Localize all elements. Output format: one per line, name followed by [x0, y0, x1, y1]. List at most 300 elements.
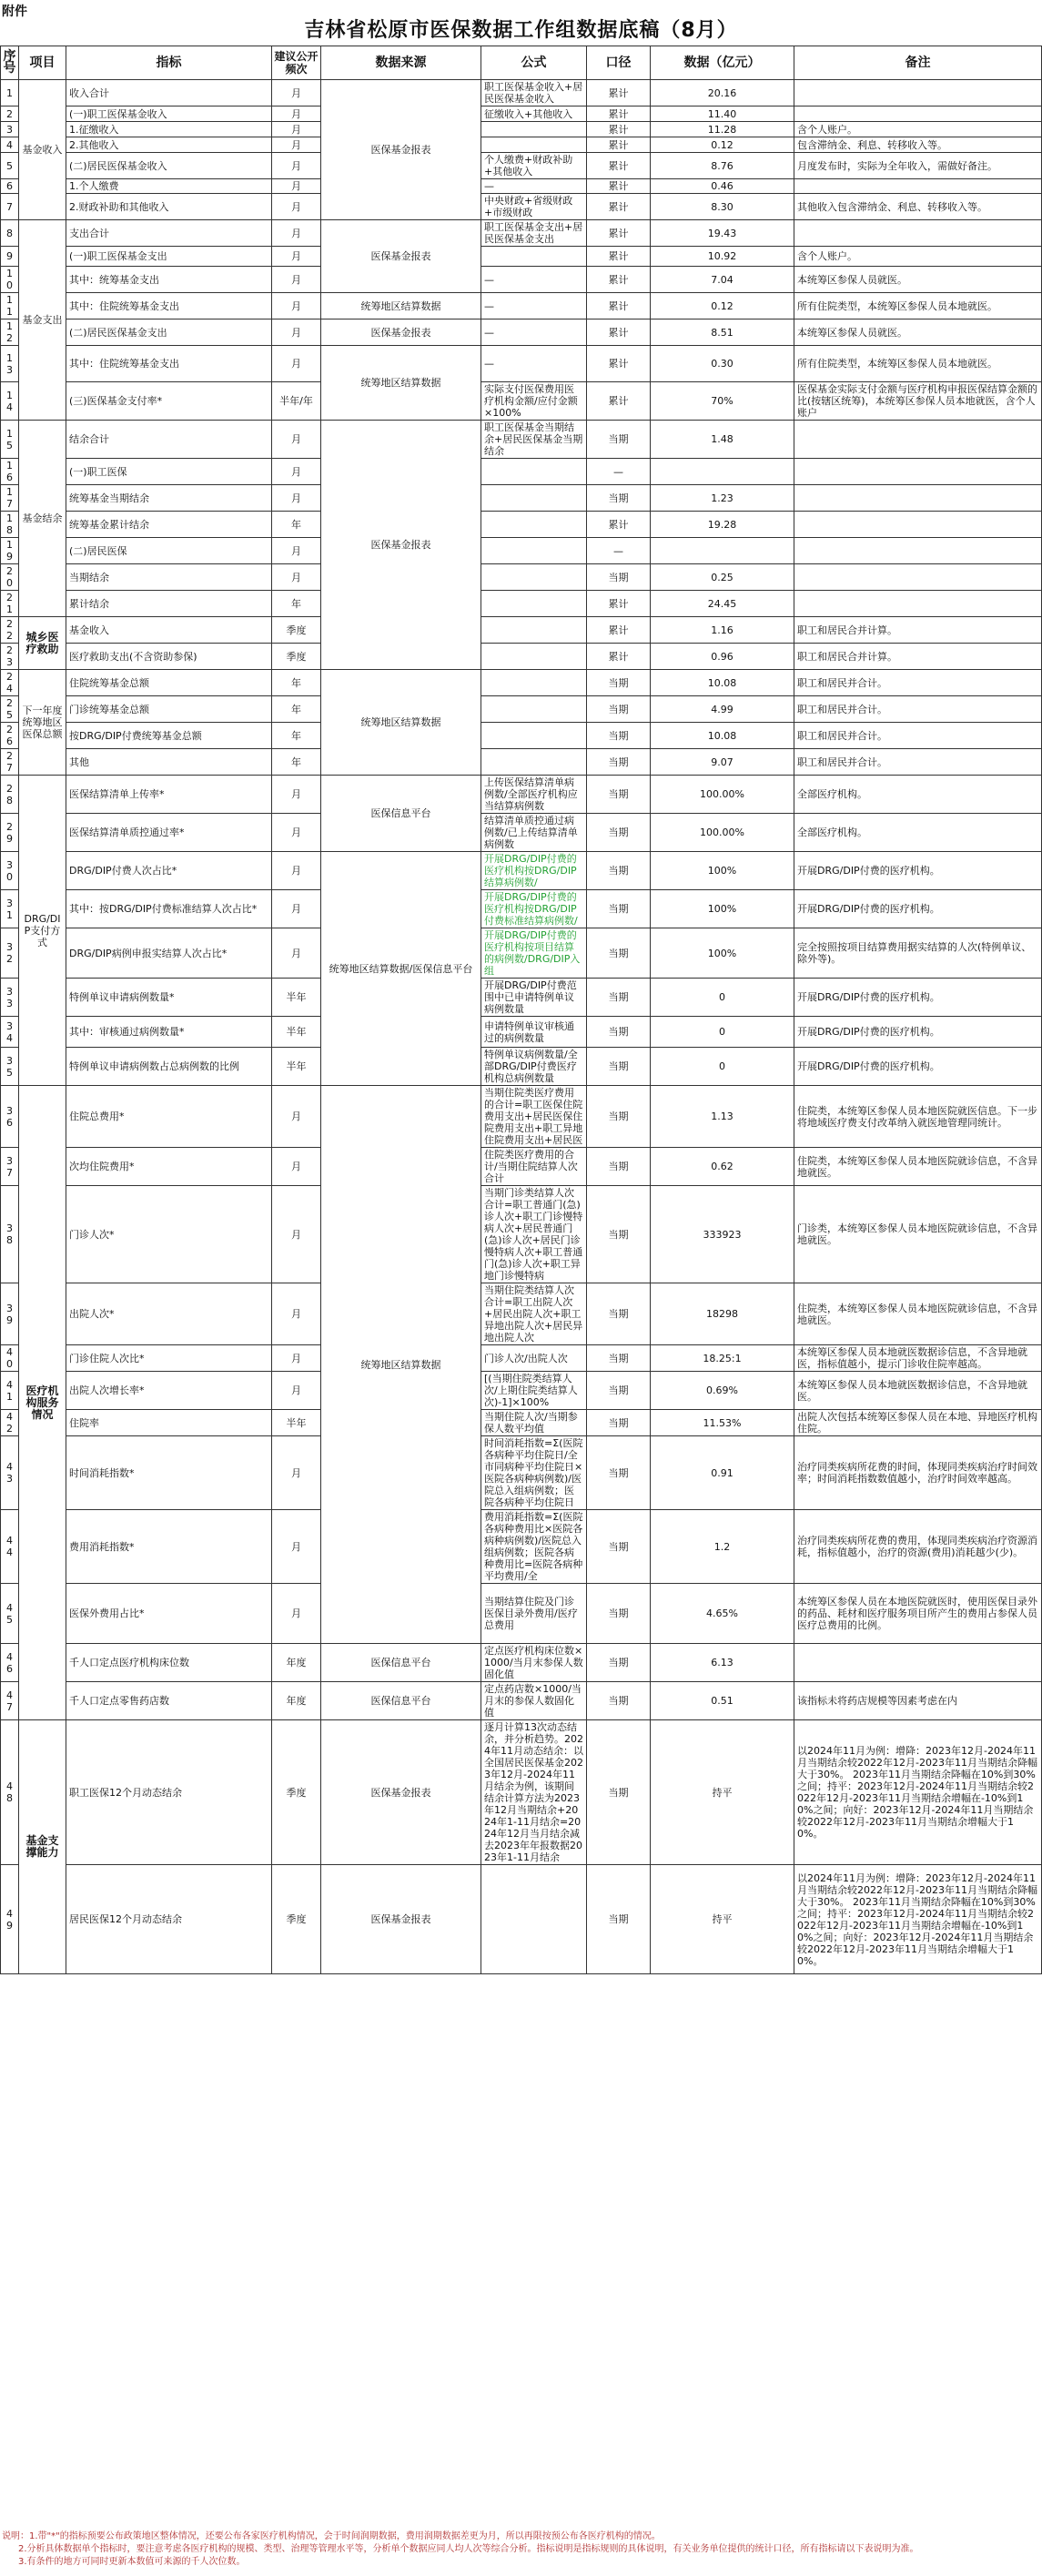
value-cell: 20.16: [651, 80, 794, 106]
table-row: [1, 153, 1042, 179]
source-cell: 医保基金报表: [321, 1865, 481, 1974]
value-cell: 1.23: [651, 485, 794, 512]
note-cell: 含个人账户。: [794, 122, 1042, 137]
note-cell: 医保基金实际支付金额与医疗机构申报医保结算金额的比(按辖区统筹)，本统筹区参保人员本地就医，含个人账户: [794, 382, 1042, 421]
category-cell: 城乡医疗救助: [19, 617, 66, 670]
scope-cell: 当期: [587, 1186, 651, 1283]
frequency-cell: 月: [272, 1186, 321, 1283]
frequency-cell: 月: [272, 1372, 321, 1410]
indicator-cell: 职工医保12个月动态结余: [66, 1720, 272, 1865]
value-cell: [651, 459, 794, 485]
note-cell: 本统筹区参保人员本地就医数据诊信息，不含异地就医。: [794, 1372, 1042, 1410]
frequency-cell: 月: [272, 319, 321, 346]
indicator-cell: 特例单议申请病例数占总病例数的比例: [66, 1048, 272, 1086]
frequency-cell: 月: [272, 346, 321, 382]
indicator-cell: 其中：按DRG/DIP付费标准结算人次占比*: [66, 890, 272, 928]
frequency-cell: 年: [272, 749, 321, 776]
note-cell: [794, 485, 1042, 512]
formula-cell: 当期结算住院及门诊医保目录外费用/医疗总费用: [481, 1584, 587, 1644]
row-number: 28: [1, 776, 19, 814]
scope-cell: 当期: [587, 1865, 651, 1974]
frequency-cell: 年: [272, 512, 321, 538]
table-row: [1, 220, 1042, 247]
header-formula: 公式: [481, 46, 587, 80]
row-number: 29: [1, 814, 19, 852]
formula-cell: [481, 696, 587, 723]
value-cell: 11.28: [651, 122, 794, 137]
table-row: [1, 1510, 1042, 1584]
scope-cell: 当期: [587, 1510, 651, 1584]
scope-cell: 累计: [587, 346, 651, 382]
table-row: [1, 670, 1042, 696]
source-cell: 医保基金报表: [321, 421, 481, 670]
row-number: 36: [1, 1086, 19, 1148]
row-number: 3: [1, 122, 19, 137]
indicator-cell: 住院总费用*: [66, 1086, 272, 1148]
scope-cell: 当期: [587, 696, 651, 723]
frequency-cell: 月: [272, 1510, 321, 1584]
value-cell: 0: [651, 1048, 794, 1086]
source-cell: 医保信息平台: [321, 1682, 481, 1720]
value-cell: 24.45: [651, 591, 794, 617]
indicator-cell: 出院人次*: [66, 1283, 272, 1345]
frequency-cell: 季度: [272, 617, 321, 644]
value-cell: 0.69%: [651, 1372, 794, 1410]
table-row: [1, 1345, 1042, 1372]
frequency-cell: 月: [272, 247, 321, 267]
note-cell: 包含滞纳金、利息、转移收入等。: [794, 137, 1042, 153]
value-cell: 7.04: [651, 267, 794, 293]
indicator-cell: 医保结算清单质控通过率*: [66, 814, 272, 852]
footnote-line: 3.有条件的地方可同时更新本数值可来源的千人次位数。: [18, 2557, 246, 2567]
formula-cell: —: [481, 346, 587, 382]
note-cell: 其他收入包含滞纳金、利息、转移收入等。: [794, 194, 1042, 220]
formula-cell: 特例单议病例数量/全部DRG/DIP付费医疗机构总病例数量: [481, 1048, 587, 1086]
formula-cell: [481, 644, 587, 670]
indicator-cell: 门诊住院人次比*: [66, 1345, 272, 1372]
note-cell: 该指标未将药店规模等因素考虑在内: [794, 1682, 1042, 1720]
formula-cell: —: [481, 267, 587, 293]
formula-cell: [(当期住院类结算人次/上期住院类结算人次)-1]×100%: [481, 1372, 587, 1410]
scope-cell: 当期: [587, 1410, 651, 1436]
scope-cell: 当期: [587, 1017, 651, 1048]
table-row: [1, 538, 1042, 564]
formula-cell: [481, 538, 587, 564]
row-number: 9: [1, 247, 19, 267]
formula-cell: [481, 723, 587, 749]
frequency-cell: 半年: [272, 979, 321, 1017]
table-row: [1, 194, 1042, 220]
data-table: [0, 46, 1042, 1974]
indicator-cell: 门诊人次*: [66, 1186, 272, 1283]
row-number: 24: [1, 670, 19, 696]
row-number: 35: [1, 1048, 19, 1086]
source-cell: 医保基金报表: [321, 80, 481, 220]
frequency-cell: 年度: [272, 1644, 321, 1682]
frequency-cell: 年: [272, 670, 321, 696]
table-row: [1, 1148, 1042, 1186]
row-number: 4: [1, 137, 19, 153]
note-cell: 所有住院类型，本统筹区参保人员本地就医。: [794, 346, 1042, 382]
note-cell: 住院类，本统筹区参保人员本地医院就医信息。下一步将地域医疗费支付改革纳入就医地管理同统计。: [794, 1086, 1042, 1148]
indicator-cell: 按DRG/DIP付费统筹基金总额: [66, 723, 272, 749]
note-cell: [794, 512, 1042, 538]
row-number: 26: [1, 723, 19, 749]
frequency-cell: 月: [272, 220, 321, 247]
row-number: 48: [1, 1720, 19, 1865]
note-cell: 开展DRG/DIP付费的医疗机构。: [794, 852, 1042, 890]
row-number: 38: [1, 1186, 19, 1283]
frequency-cell: 月: [272, 179, 321, 194]
note-cell: 职工和居民并合计。: [794, 696, 1042, 723]
scope-cell: 累计: [587, 512, 651, 538]
formula-cell: 上传医保结算清单病例数/全部医疗机构应当结算病例数: [481, 776, 587, 814]
scope-cell: 累计: [587, 319, 651, 346]
note-cell: [794, 591, 1042, 617]
table-row: [1, 319, 1042, 346]
value-cell: 100%: [651, 890, 794, 928]
row-number: 13: [1, 346, 19, 382]
indicator-cell: 其中：住院统筹基金支出: [66, 293, 272, 319]
value-cell: 18298: [651, 1283, 794, 1345]
footnote-line: 2.分析具体数据单个指标时，要注意考虑各医疗机构的规模、类型、治理等管理水平等，分析单个数据应同人均人次等综合分析。指标说明是指标规则的具体说明，有关业务单位提供的统计口径，所有指标请以下表说明为准。: [18, 2544, 919, 2554]
formula-cell: 职工医保基金当期结余+居民医保基金当期结余: [481, 421, 587, 459]
frequency-cell: 季度: [272, 1720, 321, 1865]
value-cell: 持平: [651, 1865, 794, 1974]
table-row: [1, 749, 1042, 776]
frequency-cell: 月: [272, 459, 321, 485]
table-row: [1, 247, 1042, 267]
value-cell: 0.91: [651, 1436, 794, 1510]
formula-cell: 开展DRG/DIP付费范围中已申请特例单议病例数量: [481, 979, 587, 1017]
value-cell: 0.30: [651, 346, 794, 382]
row-number: 18: [1, 512, 19, 538]
formula-cell: 住院类医疗费用的合计/当期住院结算人次合计: [481, 1148, 587, 1186]
note-cell: [794, 179, 1042, 194]
frequency-cell: 月: [272, 890, 321, 928]
value-cell: 0.25: [651, 564, 794, 591]
note-cell: 开展DRG/DIP付费的医疗机构。: [794, 979, 1042, 1017]
value-cell: 10.08: [651, 723, 794, 749]
table-row: [1, 122, 1042, 137]
scope-cell: 累计: [587, 267, 651, 293]
attachment-label: 附件: [2, 5, 27, 19]
indicator-cell: DRG/DIP付费人次占比*: [66, 852, 272, 890]
formula-cell: 定点医疗机构床位数×1000/当月末参保人数固化值: [481, 1644, 587, 1682]
note-cell: [794, 106, 1042, 122]
value-cell: 10.08: [651, 670, 794, 696]
source-cell: 统筹地区结算数据: [321, 670, 481, 776]
page-title: 吉林省松原市医保数据工作组数据底稿（8月）: [304, 19, 738, 42]
table-row: [1, 1372, 1042, 1410]
table-row: [1, 421, 1042, 459]
value-cell: 100%: [651, 928, 794, 979]
frequency-cell: 月: [272, 1584, 321, 1644]
indicator-cell: 当期结余: [66, 564, 272, 591]
header-row: [1, 46, 1042, 80]
table-row: [1, 459, 1042, 485]
row-number: 16: [1, 459, 19, 485]
formula-cell: 当期住院人次/当期参保人数平均值: [481, 1410, 587, 1436]
value-cell: 333923: [651, 1186, 794, 1283]
indicator-cell: 居民医保12个月动态结余: [66, 1865, 272, 1974]
source-cell: 医保信息平台: [321, 776, 481, 852]
scope-cell: 当期: [587, 564, 651, 591]
scope-cell: 当期: [587, 1644, 651, 1682]
note-cell: 本统筹区参保人员就医。: [794, 267, 1042, 293]
indicator-cell: 出院人次增长率*: [66, 1372, 272, 1410]
scope-cell: 当期: [587, 1682, 651, 1720]
table-row: [1, 814, 1042, 852]
indicator-cell: 其中：住院统筹基金支出: [66, 346, 272, 382]
row-number: 30: [1, 852, 19, 890]
frequency-cell: 月: [272, 564, 321, 591]
scope-cell: 当期: [587, 1148, 651, 1186]
formula-cell: 开展DRG/DIP付费的医疗机构按项目结算的病例数/DRG/DIP入组: [481, 928, 587, 979]
value-cell: 6.13: [651, 1644, 794, 1682]
indicator-cell: 千人口定点医疗机构床位数: [66, 1644, 272, 1682]
frequency-cell: 月: [272, 538, 321, 564]
row-number: 25: [1, 696, 19, 723]
frequency-cell: 月: [272, 293, 321, 319]
value-cell: 1.16: [651, 617, 794, 644]
row-number: 39: [1, 1283, 19, 1345]
value-cell: 4.65%: [651, 1584, 794, 1644]
category-cell: 基金支出: [19, 220, 66, 421]
value-cell: 8.51: [651, 319, 794, 346]
value-cell: 0.12: [651, 137, 794, 153]
source-cell: 统筹地区结算数据: [321, 1086, 481, 1644]
formula-cell: [481, 749, 587, 776]
indicator-cell: 收入合计: [66, 80, 272, 106]
frequency-cell: 月: [272, 267, 321, 293]
row-number: 33: [1, 979, 19, 1017]
value-cell: 持平: [651, 1720, 794, 1865]
indicator-cell: 其中：审核通过病例数量*: [66, 1017, 272, 1048]
table-row: [1, 80, 1042, 106]
formula-cell: —: [481, 293, 587, 319]
note-cell: [794, 220, 1042, 247]
note-cell: 职工和居民并合计。: [794, 723, 1042, 749]
value-cell: 100.00%: [651, 776, 794, 814]
indicator-cell: 统筹基金当期结余: [66, 485, 272, 512]
frequency-cell: 月: [272, 1086, 321, 1148]
table-row: [1, 1017, 1042, 1048]
frequency-cell: 月: [272, 80, 321, 106]
indicator-cell: 2.财政补助和其他收入: [66, 194, 272, 220]
row-number: 1: [1, 80, 19, 106]
formula-cell: 门诊人次/出院人次: [481, 1345, 587, 1372]
row-number: 43: [1, 1436, 19, 1510]
frequency-cell: 月: [272, 485, 321, 512]
frequency-cell: 年: [272, 696, 321, 723]
value-cell: 1.48: [651, 421, 794, 459]
indicator-cell: 基金收入: [66, 617, 272, 644]
note-cell: 出院人次包括本统筹区参保人员在本地、异地医疗机构住院。: [794, 1410, 1042, 1436]
scope-cell: 当期: [587, 1584, 651, 1644]
header-scope: 口径: [587, 46, 651, 80]
row-number: 44: [1, 1510, 19, 1584]
scope-cell: 累计: [587, 194, 651, 220]
formula-cell: [481, 617, 587, 644]
indicator-cell: (二)居民医保基金收入: [66, 153, 272, 179]
note-cell: [794, 538, 1042, 564]
indicator-cell: (二)居民医保: [66, 538, 272, 564]
row-number: 34: [1, 1017, 19, 1048]
row-number: 31: [1, 890, 19, 928]
scope-cell: 累计: [587, 220, 651, 247]
row-number: 40: [1, 1345, 19, 1372]
note-cell: 本统筹区参保人员本地就医数据诊信息，不含异地就医，指标值越小，提示门诊收住院率越高。: [794, 1345, 1042, 1372]
formula-cell: [481, 137, 587, 153]
formula-cell: 申请特例单议审核通过的病例数量: [481, 1017, 587, 1048]
frequency-cell: 月: [272, 421, 321, 459]
formula-cell: 当期住院类医疗费用的合计=职工医保住院费用支出+居民医保住院费用支出+职工异地住院费用支出+居民医: [481, 1086, 587, 1148]
table-row: [1, 696, 1042, 723]
formula-cell: 开展DRG/DIP付费的医疗机构按DRG/DIP付费标准结算病例数/: [481, 890, 587, 928]
indicator-cell: 住院统筹基金总额: [66, 670, 272, 696]
indicator-cell: 医疗救助支出(不含资助参保): [66, 644, 272, 670]
table-row: [1, 644, 1042, 670]
note-cell: 职工和居民并合计。: [794, 670, 1042, 696]
header-value: 数据（亿元）: [651, 46, 794, 80]
source-cell: 医保基金报表: [321, 1720, 481, 1865]
source-cell: 统筹地区结算数据: [321, 346, 481, 421]
note-cell: 门诊类，本统筹区参保人员本地医院就诊信息，不含异地就医。: [794, 1186, 1042, 1283]
scope-cell: 当期: [587, 1086, 651, 1148]
row-number: 19: [1, 538, 19, 564]
indicator-cell: 其中：统筹基金支出: [66, 267, 272, 293]
table-row: [1, 512, 1042, 538]
scope-cell: 累计: [587, 80, 651, 106]
formula-cell: 中央财政+省级财政+市级财政: [481, 194, 587, 220]
row-number: 7: [1, 194, 19, 220]
frequency-cell: 月: [272, 106, 321, 122]
formula-cell: —: [481, 179, 587, 194]
indicator-cell: 费用消耗指数*: [66, 1510, 272, 1584]
note-cell: 职工和居民合并计算。: [794, 617, 1042, 644]
row-number: 21: [1, 591, 19, 617]
note-cell: 职工和居民并合计。: [794, 749, 1042, 776]
scope-cell: 累计: [587, 591, 651, 617]
table-row: [1, 346, 1042, 382]
formula-cell: 征缴收入+其他收入: [481, 106, 587, 122]
indicator-cell: 特例单议申请病例数量*: [66, 979, 272, 1017]
indicator-cell: 千人口定点零售药店数: [66, 1682, 272, 1720]
row-number: 22: [1, 617, 19, 644]
frequency-cell: 季度: [272, 1865, 321, 1974]
row-number: 8: [1, 220, 19, 247]
indicator-cell: (二)居民医保基金支出: [66, 319, 272, 346]
indicator-cell: 住院率: [66, 1410, 272, 1436]
value-cell: 19.28: [651, 512, 794, 538]
scope-cell: 当期: [587, 979, 651, 1017]
note-cell: 住院类，本统筹区参保人员本地医院就诊信息，不含异地就医。: [794, 1148, 1042, 1186]
header-no: 序号: [1, 46, 19, 80]
note-cell: [794, 564, 1042, 591]
value-cell: 0.51: [651, 1682, 794, 1720]
table-row: [1, 1283, 1042, 1345]
formula-cell: [481, 459, 587, 485]
value-cell: 0: [651, 1017, 794, 1048]
source-cell: 统筹地区结算数据: [321, 293, 481, 319]
scope-cell: —: [587, 538, 651, 564]
header-indicator: 指标: [66, 46, 272, 80]
indicator-cell: DRG/DIP病例申报实结算人次占比*: [66, 928, 272, 979]
table-row: [1, 1410, 1042, 1436]
table-row: [1, 1865, 1042, 1974]
indicator-cell: 累计结余: [66, 591, 272, 617]
scope-cell: 当期: [587, 1283, 651, 1345]
scope-cell: 累计: [587, 644, 651, 670]
note-cell: [794, 459, 1042, 485]
note-cell: 以2024年11月为例：增降：2023年12月-2024年11月当期结余较2022年12月-2023年11月当期结余降幅大于30%。 2023年11月当期结余降幅在10%到30%之间；持平：2023年12月-2024年11月当期结余较2022年12月-2023年11月当期结余增幅在-10%到10%之间；向好：2023年12月-2024年11月当期结余较2022年12月-2023年11月当期结余增幅大于10%。: [794, 1865, 1042, 1974]
row-number: 6: [1, 179, 19, 194]
note-cell: 开展DRG/DIP付费的医疗机构。: [794, 890, 1042, 928]
formula-cell: [481, 670, 587, 696]
formula-cell: 职工医保基金支出+居民医保基金支出: [481, 220, 587, 247]
scope-cell: 累计: [587, 137, 651, 153]
table-row: [1, 890, 1042, 928]
frequency-cell: 半年: [272, 1048, 321, 1086]
table-row: [1, 293, 1042, 319]
scope-cell: 当期: [587, 852, 651, 890]
note-cell: 全部医疗机构。: [794, 814, 1042, 852]
table-row: [1, 979, 1042, 1017]
value-cell: 0.12: [651, 293, 794, 319]
header-category: 项目: [19, 46, 66, 80]
row-number: 14: [1, 382, 19, 421]
row-number: 27: [1, 749, 19, 776]
frequency-cell: 月: [272, 852, 321, 890]
table-row: [1, 852, 1042, 890]
table-row: [1, 1086, 1042, 1148]
table-row: [1, 1436, 1042, 1510]
value-cell: 0.96: [651, 644, 794, 670]
table-row: [1, 267, 1042, 293]
header-note: 备注: [794, 46, 1042, 80]
indicator-cell: 其他: [66, 749, 272, 776]
scope-cell: —: [587, 459, 651, 485]
formula-cell: [481, 512, 587, 538]
value-cell: 100.00%: [651, 814, 794, 852]
formula-cell: [481, 122, 587, 137]
row-number: 45: [1, 1584, 19, 1644]
indicator-cell: 支出合计: [66, 220, 272, 247]
scope-cell: 当期: [587, 723, 651, 749]
table-row: [1, 382, 1042, 421]
table-row: [1, 723, 1042, 749]
value-cell: 1.13: [651, 1086, 794, 1148]
table-row: [1, 1584, 1042, 1644]
frequency-cell: 月: [272, 194, 321, 220]
footnote-line: 说明：1.带"*"的指标预要公布政策地区整体情况，还要公布各家医疗机构情况，会于时间润期数据，费用润期数据差更为月，所以再限按预公布各医疗机构的情况。: [2, 2531, 661, 2541]
scope-cell: 当期: [587, 928, 651, 979]
scope-cell: 当期: [587, 749, 651, 776]
table-row: [1, 591, 1042, 617]
note-cell: 住院类，本统筹区参保人员本地医院就诊信息，不含异地就医。: [794, 1283, 1042, 1345]
formula-cell: [481, 591, 587, 617]
formula-cell: 实际支付医保费用医疗机构金额/应付金额×100%: [481, 382, 587, 421]
frequency-cell: 月: [272, 137, 321, 153]
indicator-cell: 2.其他收入: [66, 137, 272, 153]
value-cell: 0.46: [651, 179, 794, 194]
frequency-cell: 月: [272, 1283, 321, 1345]
source-cell: 医保基金报表: [321, 220, 481, 293]
indicator-cell: 医保外费用占比*: [66, 1584, 272, 1644]
indicator-cell: 1.征缴收入: [66, 122, 272, 137]
frequency-cell: 月: [272, 1436, 321, 1510]
